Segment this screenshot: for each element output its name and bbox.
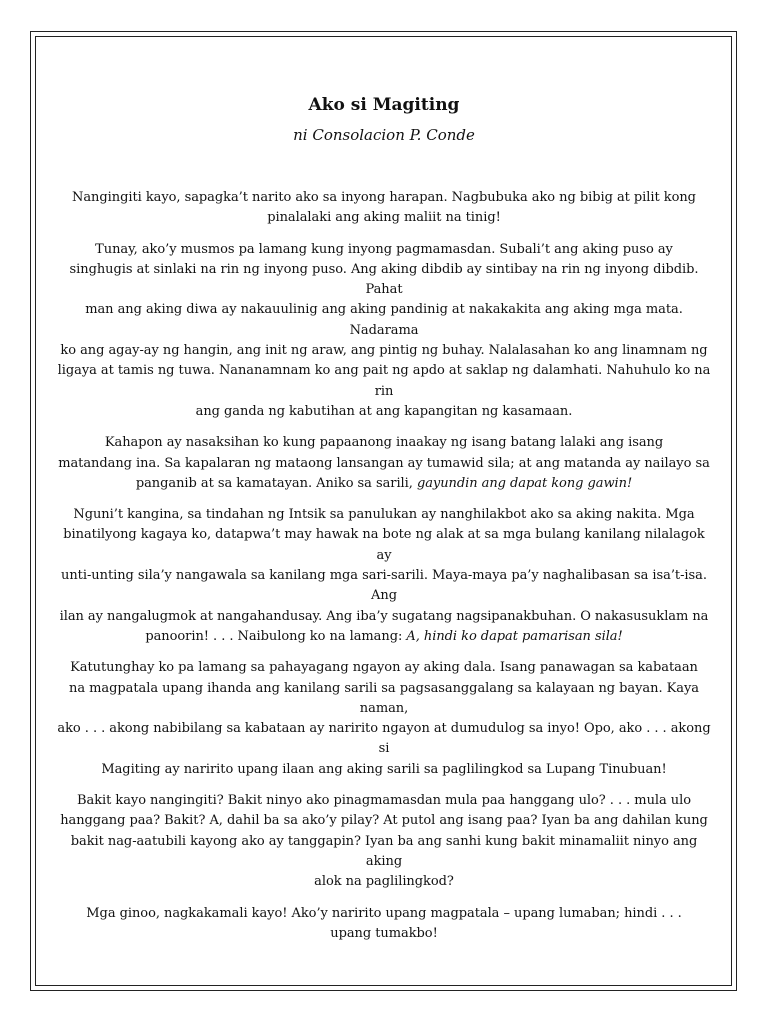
paragraph-line: Nguni’t kangina, sa tindahan ng Intsik sa panulukan ay nanghilakbot ako sa aking nakita. Mga	[73, 507, 695, 523]
paragraph-line: panganib at sa kamatayan. Aniko sa sarili,	[135, 475, 417, 491]
paragraph-line: ang ganda ng kabutihan at ang kapangitan ng kasamaan.	[195, 403, 573, 419]
document-body	[56, 188, 712, 944]
paragraph-line: bakit nag-aatubili kayong ako ay tanggapin? Iyan ba ang sanhi kung bakit minamaliit ninyo ang aking	[70, 833, 698, 869]
paragraph-line: man ang aking diwa ay nakauulinig ang aking pandinig at nakakakita ang aking mga mata. Nadarama	[85, 302, 683, 338]
paragraph-line: matandang ina. Sa kapalaran ng mataong lansangan ay tumawid sila; at ang matanda ay nailayo sa	[58, 455, 710, 471]
paragraph-1	[56, 188, 712, 229]
paragraph-emphasis: gayundin ang dapat kong gawin!	[416, 475, 633, 491]
paragraph-line: ako . . . akong nabibilang sa kabataan ay naririto ngayon at dumudulog sa inyo! Opo, ako . . . akong si	[57, 721, 711, 757]
document-content	[56, 92, 712, 955]
paragraph-line: Bakit kayo nangingiti? Bakit ninyo ako pinagmamasdan mula paa hanggang ulo? . . . mula ulo	[76, 793, 692, 809]
paragraph-line: Kahapon ay nasaksihan ko kung papaanong inaakay ng isang batang lalaki ang isang	[104, 435, 664, 451]
paragraph-line: binatilyong kagaya ko, datapwa’t may hawak na bote ng alak at sa mga bulang kanilang nilalagok ay	[63, 527, 705, 563]
paragraph-2	[56, 240, 712, 423]
paragraph-line: alok na paglilingkod?	[314, 874, 454, 890]
paragraph-line: na magpatala upang ihanda ang kanilang sarili sa pagsasanggalang sa kalayaan ng bayan. Kaya naman,	[69, 680, 699, 716]
paragraph-line: ko ang agay-ay ng hangin, ang init ng araw, ang pintig ng buhay. Nalalasahan ko ang linamnam ng	[60, 343, 708, 359]
paragraph-line: hanggang paa? Bakit? A, dahil ba sa ako’y pilay? At putol ang isang paa? Iyan ba ang dahilan kung	[60, 813, 708, 829]
paragraph-line: Nangingiti kayo, sapagka’t narito ako sa inyong harapan. Nagbubuka ako ng bibig at pilit kong	[72, 190, 696, 205]
paragraph-line: panoorin! . . . Naibulong ko na lamang:	[145, 628, 407, 644]
paragraph-line: Katutunghay ko pa lamang sa pahayagang ngayon ay aking dala. Isang panawagan sa kabataan	[70, 660, 698, 676]
paragraph-line: Mga ginoo, nagkakamali kayo! Ako’y naririto upang magpatala – upang lumaban; hindi . . .	[86, 905, 682, 921]
paragraph-line: Tunay, ako’y musmos pa lamang kung inyong pagmamasdan. Subali’t ang aking puso ay	[95, 241, 673, 257]
paragraph-line: unti-unting sila’y nangawala sa kanilang mga sari-sarili. Maya-maya pa’y naghalibasan sa isa’t-isa. Ang	[61, 568, 707, 604]
document-author: ni Consolacion P. Conde	[293, 126, 475, 144]
paragraph-line: ilan ay nangalugmok at nangahandusay. Ang iba’y sugatang nagsipanakbuhan. O nakasusuklam na	[59, 608, 709, 624]
paragraph-3	[56, 433, 712, 494]
paragraph-line: singhugis at sinlaki na rin ng inyong puso. Ang aking dibdib ay sintibay na rin ng inyong dibdib. Pahat	[69, 261, 699, 298]
paragraph-7	[56, 904, 712, 945]
paragraph-line: upang tumakbo!	[330, 925, 438, 941]
paragraph-6	[56, 791, 712, 892]
document-title: Ako si Magiting	[308, 95, 460, 115]
paragraph-line: Magiting ay naririto upang ilaan ang aking sarili sa paglilingkod sa Lupang Tinubuan!	[101, 761, 667, 777]
paragraph-emphasis: A, hindi ko dapat pamarisan sila!	[406, 628, 623, 644]
paragraph-line: ligaya at tamis ng tuwa. Nananamnam ko ang pait ng apdo at saklap ng dalamhati. Nahuhulo ko na rin	[57, 363, 711, 399]
paragraph-4	[56, 505, 712, 647]
paragraph-5	[56, 658, 712, 780]
paragraph-line: pinalalaki ang aking maliit na tinig!	[267, 210, 501, 226]
